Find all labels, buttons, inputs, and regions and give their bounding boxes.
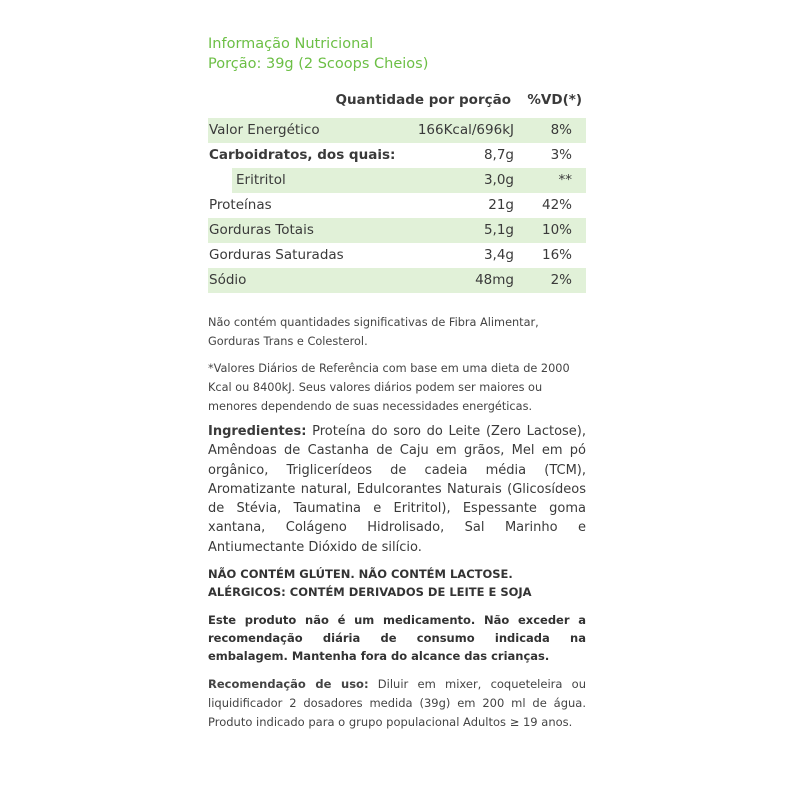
row-percent: 8%	[550, 122, 572, 138]
nutrition-table	[208, 118, 586, 293]
row-label: Sódio	[209, 272, 247, 288]
row-label: Eritritol	[236, 172, 286, 188]
column-quantity: Quantidade por porção	[335, 92, 511, 108]
row-value: 48mg	[475, 272, 514, 288]
row-value: 166Kcal/696kJ	[417, 122, 514, 138]
ingredients-text: Proteína do soro do Leite (Zero Lactose), Amêndoas de Castanha de Caju em grãos, Mel em pó orgânico, Triglicerídeos de cadeia média (TCM), Aromatizante natural, Edulcorantes Naturais (Glicosídeos de Stévia, Taumatina e Eritritol), Espessante goma xantana, Colágeno Hidrolisado, Sal Marinho e Antiumectante Dióxido de silício.	[208, 424, 586, 555]
panel-title: Informação Nutricional	[208, 36, 374, 52]
row-value: 3,0g	[483, 172, 514, 188]
table-row-sodium	[208, 268, 586, 293]
nutrition-panel	[208, 34, 586, 732]
row-value: 3,4g	[483, 247, 514, 263]
allergen-info	[208, 565, 586, 601]
row-label: Gorduras Saturadas	[209, 247, 344, 263]
serving-size: Porção: 39g (2 Scoops Cheios)	[208, 56, 429, 72]
allergen-statement: ALÉRGICOS: CONTÉM DERIVADOS DE LEITE E SOJA	[208, 585, 532, 600]
table-row-erythritol	[232, 168, 586, 193]
row-label: Gorduras Totais	[209, 222, 314, 238]
no-significant-note: Não contém quantidades significativas de Fibra Alimentar, Gorduras Trans e Colesterol.	[208, 316, 539, 348]
table-row-energy	[208, 118, 586, 143]
table-row-protein	[208, 193, 586, 218]
row-value: 5,1g	[483, 222, 514, 238]
row-value: 8,7g	[483, 147, 514, 163]
gluten-lactose-statement: NÃO CONTÉM GLÚTEN. NÃO CONTÉM LACTOSE.	[208, 567, 513, 582]
table-row-total-fat	[208, 218, 586, 243]
usage-label: Recomendação de uso:	[208, 677, 369, 692]
row-percent: 16%	[541, 247, 572, 263]
row-percent: 2%	[550, 272, 572, 288]
table-row-saturated-fat	[208, 243, 586, 268]
daily-values-note: *Valores Diários de Referência com base em uma dieta de 2000 Kcal ou 8400kJ. Seus valores diários podem ser maiores ou menores dependendo de suas necessidades energéticas.	[208, 362, 570, 413]
ingredients-label: Ingredientes:	[208, 424, 307, 439]
column-vd: %VD(*)	[527, 92, 582, 108]
row-percent: **	[558, 172, 572, 188]
row-percent: 10%	[541, 222, 572, 238]
row-percent: 42%	[541, 197, 572, 213]
row-label: Valor Energético	[209, 122, 320, 138]
row-value: 21g	[488, 197, 514, 213]
usage-text: Diluir em mixer, coqueteleira ou liquidificador 2 dosadores medida (39g) em 200 ml de água. Produto indicado para o grupo populacional Adultos ≥ 19 anos.	[208, 677, 586, 730]
row-percent: 3%	[550, 147, 572, 163]
medical-warning: Este produto não é um medicamento. Não exceder a recomendação diária de consumo indicada na embalagem. Mantenha fora do alcance das crianças.	[208, 613, 586, 664]
ingredients	[208, 422, 586, 557]
table-header	[208, 92, 586, 116]
row-label: Proteínas	[209, 197, 272, 213]
table-row-carbs	[208, 143, 586, 168]
usage-recommendation	[208, 675, 586, 732]
row-label: Carboidratos, dos quais:	[209, 147, 396, 163]
